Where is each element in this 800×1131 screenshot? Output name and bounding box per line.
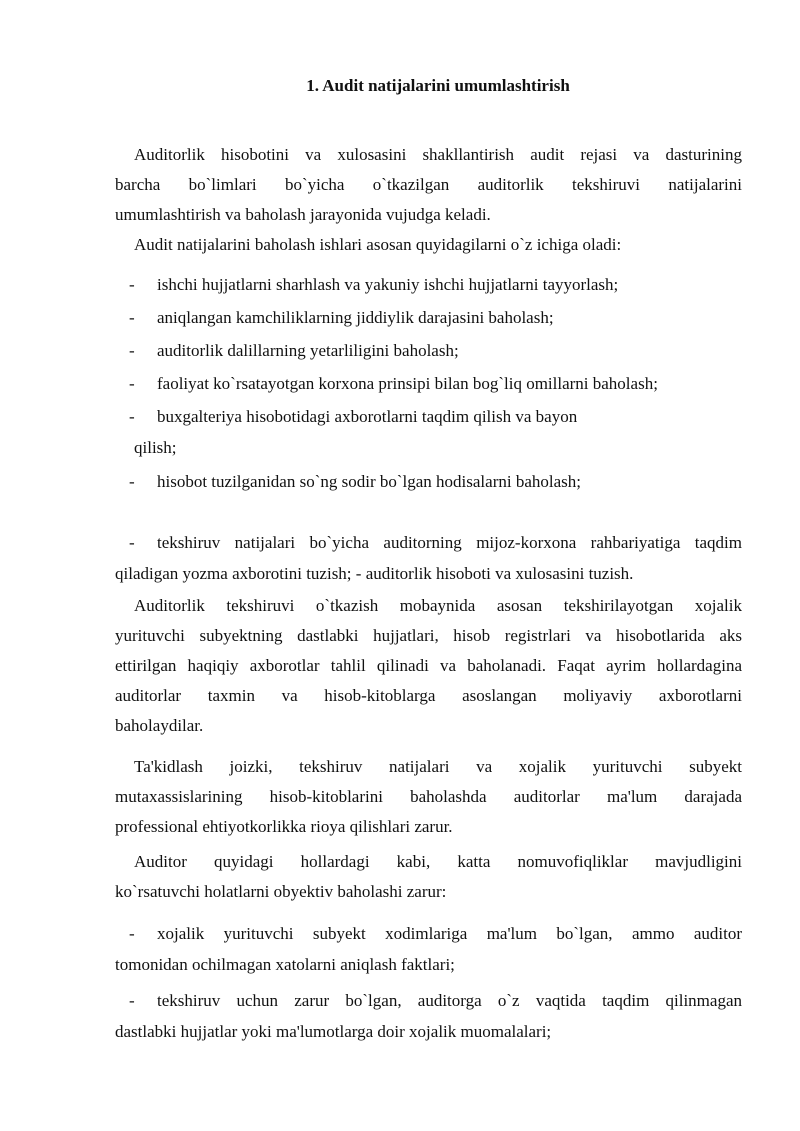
- bullet-dash: -: [129, 275, 135, 294]
- text-line: yurituvchi subyektning dastlabki hujjatlari, hisob registrlari va hisobotlarida aks: [115, 626, 742, 645]
- text-line: ettirilgan haqiqiy axborotlar tahlil qilinadi va baholanadi. Faqat ayrim hollardagina: [115, 656, 742, 675]
- paragraph-3: [115, 591, 742, 741]
- text-line: barcha bo`limlari bo`yicha o`tkazilgan auditorlik tekshiruvi natijalarini: [115, 175, 742, 194]
- bullet-dash: -: [129, 341, 135, 360]
- text-line: - tekshiruv natijalari bo`yicha auditorning mijoz-korxona rahbariyatiga taqdim: [115, 526, 742, 559]
- text-line: mutaxassislarining hisob-kitoblarini baholashda auditorlar ma'lum darajada: [115, 787, 742, 806]
- text-line: qilish;: [134, 438, 177, 457]
- bullet-dash: -: [129, 407, 135, 426]
- list-item: - faoliyat ko`rsatayotgan korxona prinsipi bilan bog`liq omillarni baholash;: [115, 367, 742, 400]
- list-item-5: [115, 984, 742, 1047]
- text-line: umumlashtirish va baholash jarayonida vujudga keladi.: [115, 205, 491, 224]
- text-line: baholaydilar.: [115, 716, 204, 735]
- paragraph-1: [115, 140, 742, 260]
- list-item: - buxgalteriya hisobotidagi axborotlarni taqdim qilish va bayon: [115, 400, 742, 433]
- bullet-dash: -: [129, 533, 135, 552]
- paragraph-4: [115, 752, 742, 842]
- text-line: professional ehtiyotkorlikka rioya qilishlari zarur.: [115, 817, 453, 836]
- list-item: - aniqlangan kamchiliklarning jiddiylik darajasini baholash;: [115, 301, 742, 334]
- bullet-dash: -: [129, 472, 135, 491]
- bullet-dash: -: [129, 308, 135, 327]
- list-item: - hisobot tuzilganidan so`ng sodir bo`lgan hodisalarni baholash;: [115, 465, 742, 498]
- page-title: 1. Audit natijalarini umumlashtirish: [306, 76, 570, 95]
- text-line: qiladigan yozma axborotini tuzish; - auditorlik hisoboti va xulosasini tuzish.: [115, 564, 634, 583]
- list-item-4: [115, 917, 742, 980]
- text-line: Auditorlik hisobotini va xulosasini shakllantirish audit rejasi va dasturining: [134, 145, 742, 164]
- list-item: - auditorlik dalillarning yetarliligini baholash;: [115, 334, 742, 367]
- bullet-dash: -: [129, 374, 135, 393]
- text-line: Auditor quyidagi hollardagi kabi, katta nomuvofiqliklar mavjudligini: [134, 852, 742, 871]
- list-item: - ishchi hujjatlarni sharhlash va yakuniy ishchi hujjatlarni tayyorlash;: [115, 268, 742, 301]
- bullet-dash: -: [129, 991, 135, 1010]
- text-line: Audit natijalarini baholash ishlari asosan quyidagilarni o`z ichiga oladi:: [134, 235, 622, 254]
- text-line: - tekshiruv uchun zarur bo`lgan, auditorga o`z vaqtida taqdim qilinmagan: [115, 984, 742, 1017]
- text-line: Ta'kidlash joizki, tekshiruv natijalari va xojalik yurituvchi subyekt: [134, 757, 742, 776]
- paragraph-5: [115, 847, 742, 907]
- text-line: tomonidan ochilmagan xatolarni aniqlash faktlari;: [115, 955, 455, 974]
- text-line: - xojalik yurituvchi subyekt xodimlariga ma'lum bo`lgan, ammo auditor: [115, 917, 742, 950]
- text-line: dastlabki hujjatlar yoki ma'lumotlarga doir xojalik muomalalari;: [115, 1022, 552, 1041]
- list-1: [115, 268, 742, 498]
- text-line: Auditorlik tekshiruvi o`tkazish mobaynida asosan tekshirilayotgan xojalik: [134, 596, 742, 615]
- text-line: auditorlar taxmin va hisob-kitoblarga asoslangan moliyaviy axborotlarni: [115, 686, 742, 705]
- bullet-dash: -: [129, 924, 135, 943]
- list-item-long: [115, 526, 742, 589]
- text-line: ko`rsatuvchi holatlarni obyektiv baholashi zarur:: [115, 882, 447, 901]
